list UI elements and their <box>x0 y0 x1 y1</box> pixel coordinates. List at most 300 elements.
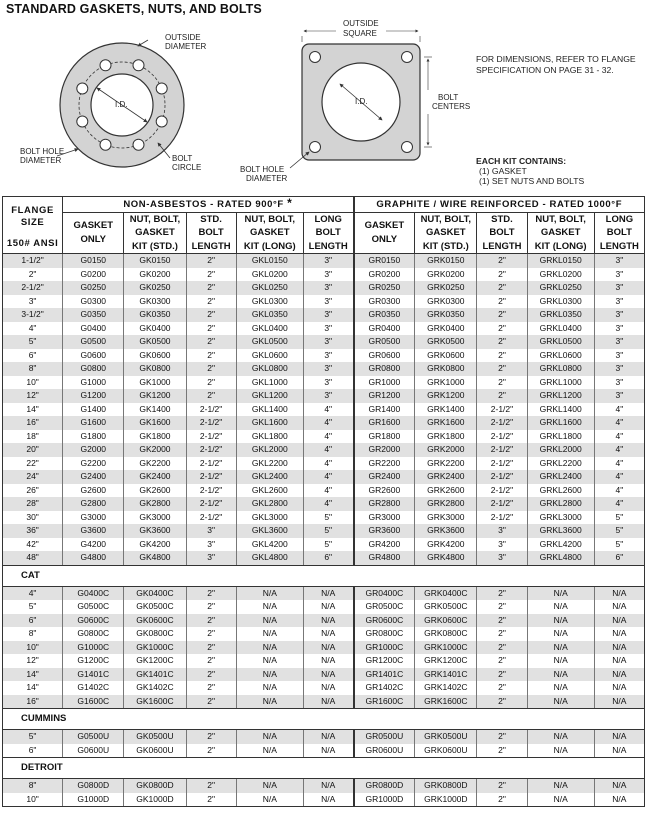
table-cell: 3" <box>303 308 353 322</box>
table-cell: 6" <box>594 551 644 565</box>
table-cell: GK1000C <box>124 641 186 655</box>
table-cell: 5" <box>594 511 644 525</box>
flange-size-cell: 8" <box>3 779 63 793</box>
table-cell: G2400 <box>63 470 124 484</box>
table-cell: GK0800 <box>124 362 186 376</box>
table-cell: GRKL0300 <box>527 295 594 309</box>
flange-size-cell: 42" <box>3 538 63 552</box>
table-cell: GR0400 <box>354 322 415 336</box>
table-row <box>3 497 645 511</box>
table-row <box>3 614 645 628</box>
table-cell: GR1800 <box>354 430 415 444</box>
non-asbestos-group-header: NON-ASBESTOS - RATED 900°F * <box>63 197 354 213</box>
table-cell: GRK2200 <box>415 457 477 471</box>
table-cell: GRK0600 <box>415 349 477 363</box>
table-cell: GK2800 <box>124 497 186 511</box>
flange-size-header: FLANGE SIZE 150# ANSI <box>3 197 63 254</box>
dimension-note: FOR DIMENSIONS, REFER TO FLANGE SPECIFICATION ON PAGE 31 - 32. <box>476 54 636 75</box>
flange-size-cell: 30" <box>3 511 63 525</box>
table-cell: GR4800 <box>354 551 415 565</box>
table-row <box>3 641 645 655</box>
table-cell: G0600C <box>63 614 124 628</box>
table-cell: 2" <box>186 389 236 403</box>
table-cell: GKL0400 <box>236 322 303 336</box>
table-cell: GR1402C <box>354 681 415 695</box>
table-cell: 2" <box>477 281 527 295</box>
table-row <box>3 281 645 295</box>
table-cell: 3" <box>477 524 527 538</box>
table-cell: 2" <box>477 322 527 336</box>
table-cell: GRK2400 <box>415 470 477 484</box>
table-cell: GR1000D <box>354 793 415 807</box>
graphite-gasket-only-header: GASKET ONLY <box>354 212 415 254</box>
table-row <box>3 695 645 709</box>
table-cell: GRK0600C <box>415 614 477 628</box>
bolt-circle-label-2: CIRCLE <box>172 163 202 172</box>
table-cell: 2" <box>186 695 236 709</box>
table-cell: GRK1600C <box>415 695 477 709</box>
table-cell: GRK1000D <box>415 793 477 807</box>
bolt-centers-label-1: BOLT <box>438 93 459 102</box>
table-cell: GR0600C <box>354 614 415 628</box>
table-cell: G2800 <box>63 497 124 511</box>
table-cell: GRK1402C <box>415 681 477 695</box>
table-cell: GR0800D <box>354 779 415 793</box>
kit-item: (1) SET NUTS AND BOLTS <box>479 176 585 186</box>
table-cell: G1800 <box>63 430 124 444</box>
table-cell: GR0500 <box>354 335 415 349</box>
table-cell: 2" <box>477 600 527 614</box>
non-asbestos-std-bolt-length-header: STD. BOLT LENGTH <box>186 212 236 254</box>
table-cell: 2" <box>477 389 527 403</box>
table-cell: 5" <box>303 511 353 525</box>
table-cell: GRKL0500 <box>527 335 594 349</box>
table-cell: GK1200 <box>124 389 186 403</box>
table-cell: 4" <box>303 457 353 471</box>
table-cell: N/A <box>594 744 644 758</box>
table-cell: N/A <box>527 600 594 614</box>
table-row <box>3 744 645 758</box>
table-cell: G0800 <box>63 362 124 376</box>
table-cell: 2-1/2" <box>477 403 527 417</box>
table-cell: GR0500C <box>354 600 415 614</box>
table-cell: GRK4200 <box>415 538 477 552</box>
square-id-label: I.D. <box>355 97 368 106</box>
table-cell: 5" <box>594 524 644 538</box>
table-row <box>3 322 645 336</box>
table-cell: GR0250 <box>354 281 415 295</box>
table-cell: N/A <box>594 641 644 655</box>
table-cell: 2" <box>186 779 236 793</box>
table-cell: 3" <box>303 376 353 390</box>
table-cell: 2-1/2" <box>186 443 236 457</box>
round-bolt-hole <box>100 60 111 71</box>
table-cell: 2" <box>477 349 527 363</box>
table-cell: GR0600U <box>354 744 415 758</box>
section-title: CAT <box>3 565 645 586</box>
table-cell: GRK3000 <box>415 511 477 525</box>
outside-diameter-label-1: OUTSIDE <box>165 33 201 42</box>
table-cell: 2" <box>186 600 236 614</box>
table-cell: 3" <box>303 281 353 295</box>
table-cell: GRK1401C <box>415 668 477 682</box>
table-cell: GRK1600 <box>415 416 477 430</box>
table-cell: GK0500C <box>124 600 186 614</box>
table-cell: GRKL2600 <box>527 484 594 498</box>
table-cell: 2" <box>477 695 527 709</box>
table-cell: GRK1000C <box>415 641 477 655</box>
table-cell: N/A <box>236 668 303 682</box>
kit-item: (1) GASKET <box>479 166 527 176</box>
table-cell: 2" <box>186 654 236 668</box>
table-cell: GK1000D <box>124 793 186 807</box>
table-cell: GR1400 <box>354 403 415 417</box>
table-cell: 3" <box>594 376 644 390</box>
table-cell: G1000 <box>63 376 124 390</box>
table-cell: 2-1/2" <box>477 470 527 484</box>
table-row <box>3 254 645 268</box>
table-cell: 4" <box>594 403 644 417</box>
table-cell: GK0800C <box>124 627 186 641</box>
table-cell: 2" <box>186 322 236 336</box>
square-bolt-hole <box>310 142 321 153</box>
table-cell: G1600 <box>63 416 124 430</box>
square-gasket-diagram <box>240 19 470 183</box>
table-cell: GRKL2400 <box>527 470 594 484</box>
table-cell: N/A <box>527 614 594 628</box>
table-cell: 3" <box>303 254 353 268</box>
table-cell: GKL2400 <box>236 470 303 484</box>
table-cell: GRK1200C <box>415 654 477 668</box>
table-cell: N/A <box>303 614 353 628</box>
table-cell: N/A <box>236 793 303 807</box>
table-cell: G1401C <box>63 668 124 682</box>
gasket-table <box>2 196 645 807</box>
table-row <box>3 484 645 498</box>
table-cell: N/A <box>236 600 303 614</box>
table-cell: G0800D <box>63 779 124 793</box>
table-cell: 2" <box>477 627 527 641</box>
table-cell: GRK2800 <box>415 497 477 511</box>
flange-size-cell: 10" <box>3 793 63 807</box>
table-cell: 2" <box>186 349 236 363</box>
table-cell: 2" <box>477 254 527 268</box>
table-cell: 4" <box>303 403 353 417</box>
non-asbestos-kit-long-header: NUT, BOLT, GASKET KIT (LONG) <box>236 212 303 254</box>
table-cell: N/A <box>527 681 594 695</box>
table-cell: GK0400C <box>124 586 186 600</box>
table-cell: 2-1/2" <box>186 457 236 471</box>
outside-diameter-label-2: DIAMETER <box>165 42 207 51</box>
table-cell: GR1000 <box>354 376 415 390</box>
table-cell: N/A <box>303 744 353 758</box>
table-cell: GKL3000 <box>236 511 303 525</box>
square-bolt-hole-label-1: BOLT HOLE <box>240 165 285 174</box>
table-cell: 3" <box>186 551 236 565</box>
round-bolt-hole <box>156 116 167 127</box>
table-cell: N/A <box>303 681 353 695</box>
table-cell: 3" <box>303 268 353 282</box>
table-cell: GR2600 <box>354 484 415 498</box>
table-cell: N/A <box>594 627 644 641</box>
table-cell: 2" <box>477 668 527 682</box>
table-cell: 2-1/2" <box>477 443 527 457</box>
table-cell: 2" <box>186 281 236 295</box>
table-cell: 2" <box>477 295 527 309</box>
table-cell: 3" <box>594 349 644 363</box>
table-cell: 4" <box>594 430 644 444</box>
flange-size-cell: 5" <box>3 730 63 744</box>
table-row <box>3 524 645 538</box>
table-cell: 2" <box>477 681 527 695</box>
table-cell: GRK1400 <box>415 403 477 417</box>
table-cell: GK1200C <box>124 654 186 668</box>
flange-size-cell: 16" <box>3 695 63 709</box>
table-cell: GRK0500C <box>415 600 477 614</box>
table-row <box>3 681 645 695</box>
table-cell: N/A <box>594 614 644 628</box>
table-cell: GRK0500 <box>415 335 477 349</box>
table-cell: G3600 <box>63 524 124 538</box>
table-cell: GK1400 <box>124 403 186 417</box>
flange-size-cell: 1-1/2" <box>3 254 63 268</box>
flange-size-cell: 14" <box>3 681 63 695</box>
table-cell: N/A <box>594 600 644 614</box>
table-cell: 3" <box>303 389 353 403</box>
table-cell: GKL0800 <box>236 362 303 376</box>
table-cell: N/A <box>236 730 303 744</box>
table-cell: GRKL3000 <box>527 511 594 525</box>
table-cell: 4" <box>303 443 353 457</box>
bolt-centers-label-2: CENTERS <box>432 102 471 111</box>
table-cell: GK1000 <box>124 376 186 390</box>
table-cell: 2-1/2" <box>186 511 236 525</box>
table-cell: GK0500U <box>124 730 186 744</box>
table-cell: 3" <box>594 335 644 349</box>
table-cell: GK3000 <box>124 511 186 525</box>
table-cell: GR3000 <box>354 511 415 525</box>
table-cell: 4" <box>303 470 353 484</box>
table-cell: 2" <box>186 730 236 744</box>
flange-size-cell: 14" <box>3 403 63 417</box>
table-cell: GKL1800 <box>236 430 303 444</box>
flange-size-cell: 8" <box>3 362 63 376</box>
table-cell: GR1401C <box>354 668 415 682</box>
table-cell: 2" <box>186 744 236 758</box>
table-cell: GRKL0600 <box>527 349 594 363</box>
table-cell: GK2600 <box>124 484 186 498</box>
round-gasket-diagram <box>20 33 207 172</box>
table-cell: GRKL4800 <box>527 551 594 565</box>
table-cell: G0350 <box>63 308 124 322</box>
table-cell: G0600 <box>63 349 124 363</box>
section-header <box>3 758 645 779</box>
table-cell: 2" <box>477 779 527 793</box>
flange-size-cell: 3-1/2" <box>3 308 63 322</box>
table-cell: G0150 <box>63 254 124 268</box>
table-cell: N/A <box>527 627 594 641</box>
table-cell: G1402C <box>63 681 124 695</box>
table-cell: GKL1600 <box>236 416 303 430</box>
flange-size-cell: 48" <box>3 551 63 565</box>
table-cell: G0300 <box>63 295 124 309</box>
table-cell: N/A <box>236 695 303 709</box>
section-header <box>3 709 645 730</box>
table-cell: GK0500 <box>124 335 186 349</box>
table-cell: GRKL1600 <box>527 416 594 430</box>
table-cell: 3" <box>594 281 644 295</box>
table-cell: GRKL0350 <box>527 308 594 322</box>
flange-size-cell: 3" <box>3 295 63 309</box>
flange-size-cell: 24" <box>3 470 63 484</box>
table-cell: 2" <box>186 793 236 807</box>
table-row <box>3 627 645 641</box>
table-cell: GK0200 <box>124 268 186 282</box>
table-cell: G0400 <box>63 322 124 336</box>
flange-size-cell: 2" <box>3 268 63 282</box>
table-cell: GR0500U <box>354 730 415 744</box>
table-cell: 2" <box>477 641 527 655</box>
table-cell: 2" <box>477 308 527 322</box>
table-row <box>3 416 645 430</box>
table-cell: 2-1/2" <box>186 470 236 484</box>
table-cell: N/A <box>236 641 303 655</box>
table-row <box>3 538 645 552</box>
table-row <box>3 349 645 363</box>
table-cell: GRK0800C <box>415 627 477 641</box>
table-cell: N/A <box>594 793 644 807</box>
square-bolt-hole <box>310 52 321 63</box>
table-cell: N/A <box>303 779 353 793</box>
table-cell: GRK0400 <box>415 322 477 336</box>
flange-size-cell: 5" <box>3 600 63 614</box>
table-cell: GR0200 <box>354 268 415 282</box>
table-cell: N/A <box>303 627 353 641</box>
flange-size-cell: 12" <box>3 654 63 668</box>
table-cell: GRKL1000 <box>527 376 594 390</box>
table-cell: N/A <box>303 586 353 600</box>
table-cell: G0200 <box>63 268 124 282</box>
table-cell: G0800C <box>63 627 124 641</box>
table-cell: 2-1/2" <box>477 430 527 444</box>
round-bolt-hole <box>133 139 144 150</box>
table-cell: GKL4200 <box>236 538 303 552</box>
graphite-kit-long-header: NUT, BOLT, GASKET KIT (LONG) <box>527 212 594 254</box>
table-cell: 2" <box>186 254 236 268</box>
table-cell: N/A <box>594 695 644 709</box>
table-row <box>3 668 645 682</box>
square-bolt-hole <box>402 52 413 63</box>
table-cell: GRKL0200 <box>527 268 594 282</box>
table-cell: G0500 <box>63 335 124 349</box>
table-cell: GR1600C <box>354 695 415 709</box>
table-cell: GK0600C <box>124 614 186 628</box>
table-cell: 2" <box>186 586 236 600</box>
flange-size-cell: 10" <box>3 376 63 390</box>
table-cell: GRKL1800 <box>527 430 594 444</box>
table-cell: 5" <box>303 524 353 538</box>
table-cell: 2" <box>186 376 236 390</box>
table-row <box>3 470 645 484</box>
table-cell: GR2800 <box>354 497 415 511</box>
flange-size-cell: 20" <box>3 443 63 457</box>
table-cell: GR2400 <box>354 470 415 484</box>
round-id-label: I.D. <box>115 100 128 109</box>
table-cell: 2" <box>477 362 527 376</box>
non-asbestos-kit-std-header: NUT, BOLT, GASKET KIT (STD.) <box>124 212 186 254</box>
table-cell: GR0300 <box>354 295 415 309</box>
table-cell: GKL3600 <box>236 524 303 538</box>
table-cell: GRK1000 <box>415 376 477 390</box>
table-cell: 2-1/2" <box>186 403 236 417</box>
table-cell: 2" <box>186 614 236 628</box>
table-cell: GRK0600U <box>415 744 477 758</box>
table-cell: G3000 <box>63 511 124 525</box>
table-cell: GKL2200 <box>236 457 303 471</box>
table-cell: 3" <box>186 538 236 552</box>
table-cell: 3" <box>594 268 644 282</box>
table-cell: 3" <box>303 362 353 376</box>
flange-size-cell: 6" <box>3 349 63 363</box>
table-cell: GRK0150 <box>415 254 477 268</box>
table-cell: GRK4800 <box>415 551 477 565</box>
table-cell: 2-1/2" <box>477 497 527 511</box>
table-cell: 3" <box>594 308 644 322</box>
table-cell: GK0350 <box>124 308 186 322</box>
table-cell: G2200 <box>63 457 124 471</box>
table-cell: 5" <box>303 538 353 552</box>
table-cell: GK4800 <box>124 551 186 565</box>
table-cell: N/A <box>236 614 303 628</box>
table-cell: GRK1200 <box>415 389 477 403</box>
table-cell: GRK0800 <box>415 362 477 376</box>
flange-size-cell: 8" <box>3 627 63 641</box>
table-cell: G0500C <box>63 600 124 614</box>
section-header <box>3 565 645 586</box>
kit-contents <box>476 156 584 186</box>
table-cell: N/A <box>303 641 353 655</box>
table-row <box>3 403 645 417</box>
table-cell: 3" <box>303 335 353 349</box>
table-cell: GK4200 <box>124 538 186 552</box>
table-cell: GKL0300 <box>236 295 303 309</box>
flange-size-cell: 6" <box>3 614 63 628</box>
flange-size-cell: 26" <box>3 484 63 498</box>
flange-size-cell: 4" <box>3 586 63 600</box>
table-cell: 6" <box>303 551 353 565</box>
table-cell: 2" <box>477 793 527 807</box>
table-cell: G0500U <box>63 730 124 744</box>
table-cell: G1200 <box>63 389 124 403</box>
table-cell: 2" <box>477 730 527 744</box>
table-row <box>3 511 645 525</box>
table-cell: GRKL1400 <box>527 403 594 417</box>
table-cell: 2-1/2" <box>477 511 527 525</box>
table-cell: 2" <box>186 268 236 282</box>
table-cell: N/A <box>527 793 594 807</box>
graphite-group-header: GRAPHITE / WIRE REINFORCED - RATED 1000°F <box>354 197 645 213</box>
table-cell: N/A <box>527 695 594 709</box>
graphite-std-bolt-length-header: STD. BOLT LENGTH <box>477 212 527 254</box>
table-cell: N/A <box>236 627 303 641</box>
table-cell: GR0600 <box>354 349 415 363</box>
table-cell: GKL0150 <box>236 254 303 268</box>
table-cell: GR3600 <box>354 524 415 538</box>
table-row <box>3 457 645 471</box>
table-cell: GK0150 <box>124 254 186 268</box>
table-cell: 3" <box>594 295 644 309</box>
table-cell: N/A <box>594 779 644 793</box>
